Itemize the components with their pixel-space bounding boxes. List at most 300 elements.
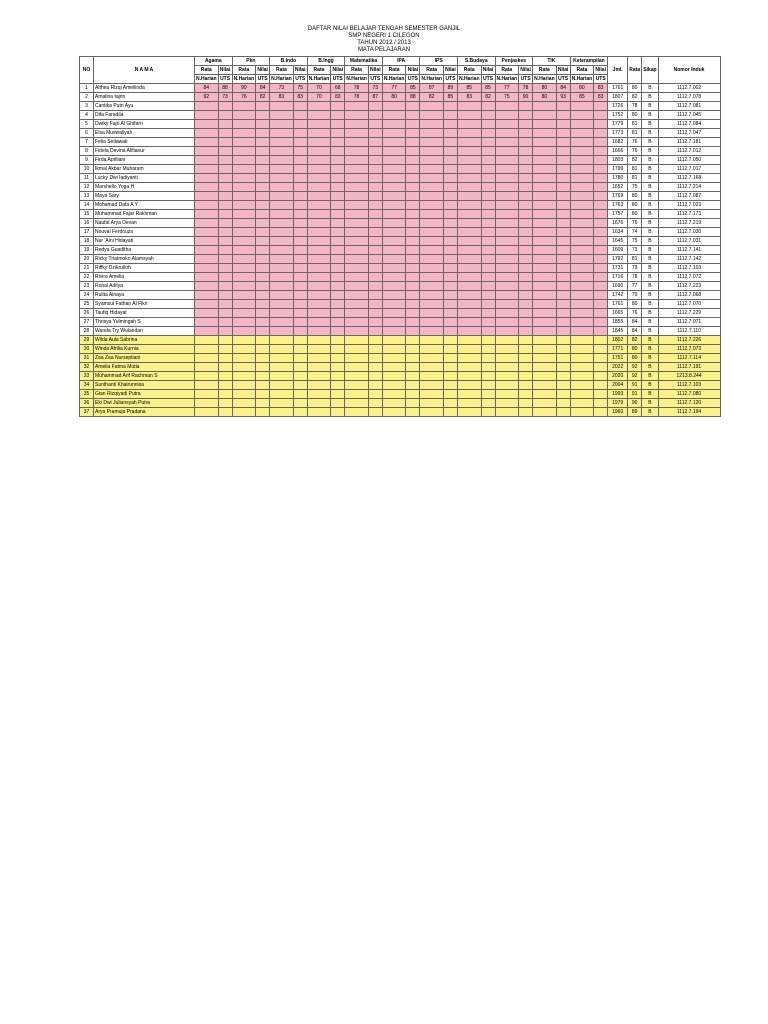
cell-score [457,264,481,273]
cell-score [519,219,533,228]
cell-score [232,327,256,336]
cell-name: Redya Guaditha [94,246,195,255]
cell-score [368,228,382,237]
cell-score [368,336,382,345]
cell-score [195,201,219,210]
col-subject: Keterampilan [570,57,608,66]
cell-score [331,390,345,399]
cell-score: 89 [443,84,457,93]
cell-jml: 1751 [608,354,628,363]
cell-score [495,192,519,201]
cell-score [420,111,444,120]
cell-score [519,120,533,129]
cell-score [406,120,420,129]
cell-sikap: B [642,129,658,138]
cell-sikap: B [642,345,658,354]
cell-sikap: B [642,336,658,345]
cell-score [406,273,420,282]
cell-score [443,201,457,210]
cell-score [368,174,382,183]
cell-score: 70 [307,84,331,93]
cell-score [519,129,533,138]
cell-score [481,138,495,147]
cell-score [307,273,331,282]
cell-score [368,138,382,147]
cell-score [256,300,270,309]
cell-score [406,399,420,408]
cell-score [307,291,331,300]
cell-score [270,138,294,147]
cell-score: 92 [195,93,219,102]
cell-score [594,264,608,273]
cell-name: Wanda Try Wulandari [94,327,195,336]
cell-score [232,237,256,246]
col-sub-uts: UTS [445,75,456,82]
cell-score [481,210,495,219]
cell-score [345,201,369,210]
cell-score [270,228,294,237]
cell-score [195,228,219,237]
cell-score [495,336,519,345]
cell-score [556,174,570,183]
cell-score [218,390,232,399]
cell-score [270,183,294,192]
cell-score [533,327,557,336]
cell-name: Firda Apriliani [94,156,195,165]
cell-score [519,318,533,327]
cell-no: 7 [80,138,94,147]
cell-name: Syamsul Fathan Al Fikri [94,300,195,309]
cell-score [293,327,307,336]
cell-score [195,363,219,372]
cell-score [594,228,608,237]
col-sub-rata: Rata [457,66,481,75]
table-row [80,129,721,138]
cell-name: Naufal Arya Devan [94,219,195,228]
col-subject: TIK [533,57,571,66]
cell-no: 29 [80,336,94,345]
cell-nomor-induk: 1112.7.047 [658,129,720,138]
cell-score [293,282,307,291]
cell-score [533,381,557,390]
cell-score [232,408,256,417]
cell-score [218,129,232,138]
cell-score [457,102,481,111]
cell-score [307,129,331,138]
cell-score [570,165,594,174]
cell-no: 13 [80,192,94,201]
cell-score [420,336,444,345]
cell-score: 85 [443,93,457,102]
cell-no: 21 [80,264,94,273]
cell-score: 87 [368,93,382,102]
cell-score [195,264,219,273]
cell-score [495,372,519,381]
cell-score [218,255,232,264]
cell-score: 83 [594,93,608,102]
cell-score [457,129,481,138]
cell-name: Fidela Devina Alifianur [94,147,195,156]
cell-score [594,147,608,156]
cell-score [533,165,557,174]
col-sub-rata: Rata [345,66,369,75]
cell-score [382,381,406,390]
cell-score [533,309,557,318]
cell-score [420,273,444,282]
cell-score [495,282,519,291]
cell-score [307,264,331,273]
cell-score [519,183,533,192]
cell-score [519,165,533,174]
cell-score [594,354,608,363]
cell-score [533,219,557,228]
cell-score [382,300,406,309]
table-row [80,327,721,336]
cell-score [218,273,232,282]
cell-score [331,309,345,318]
cell-score [481,399,495,408]
cell-score [331,147,345,156]
cell-score [443,120,457,129]
cell-score [457,192,481,201]
cell-score [368,210,382,219]
cell-score [270,300,294,309]
cell-score [331,210,345,219]
cell-score [270,102,294,111]
cell-score [594,318,608,327]
col-subject: S.Budaya [457,57,495,66]
cell-nomor-induk: 1112.7.031 [658,237,720,246]
cell-score [345,354,369,363]
cell-score [420,390,444,399]
cell-score [382,111,406,120]
cell-score [195,120,219,129]
cell-score [519,399,533,408]
cell-score [443,237,457,246]
cell-score [307,390,331,399]
cell-score [270,111,294,120]
cell-nomor-induk: 1112.7.114 [658,354,720,363]
cell-score [481,372,495,381]
cell-rata: 77 [628,282,642,291]
cell-score [406,363,420,372]
cell-nomor-induk: 1112.7.017 [658,165,720,174]
cell-jml: 1716 [608,273,628,282]
cell-score [457,381,481,390]
cell-score [270,354,294,363]
col-sub-rata: Rata [195,66,219,75]
cell-score [556,138,570,147]
cell-score [519,363,533,372]
cell-score [256,147,270,156]
cell-score [495,363,519,372]
table-row [80,210,721,219]
cell-score: 82 [256,93,270,102]
cell-score [232,219,256,228]
cell-score [293,372,307,381]
cell-jml: 1752 [608,111,628,120]
cell-score [406,210,420,219]
cell-score [481,174,495,183]
cell-score [368,408,382,417]
cell-score [345,165,369,174]
cell-score [495,219,519,228]
cell-sikap: B [642,408,658,417]
cell-jml: 2004 [608,381,628,390]
cell-score [457,399,481,408]
cell-score [218,237,232,246]
cell-score [307,228,331,237]
cell-name: Rulita Ainaya [94,291,195,300]
cell-score [519,291,533,300]
cell-score [570,300,594,309]
cell-score [345,129,369,138]
cell-no: 15 [80,210,94,219]
cell-score [256,237,270,246]
cell-no: 3 [80,102,94,111]
cell-score [519,102,533,111]
cell-score [256,345,270,354]
cell-score [481,219,495,228]
cell-score [293,291,307,300]
cell-score [556,318,570,327]
cell-score [570,120,594,129]
cell-score [232,111,256,120]
cell-score [256,174,270,183]
cell-score [556,264,570,273]
cell-score [368,354,382,363]
cell-jml: 1761 [608,84,628,93]
cell-score [307,255,331,264]
col-subject: B.Indo [270,57,308,66]
cell-score [556,246,570,255]
cell-score [594,219,608,228]
cell-score [594,381,608,390]
cell-score [270,165,294,174]
cell-score [519,147,533,156]
cell-score [307,183,331,192]
cell-nomor-induk: 1112.7.103 [658,381,720,390]
cell-jml: 1803 [608,156,628,165]
cell-nomor-induk: 1112.7.194 [658,408,720,417]
cell-score [195,408,219,417]
cell-score [556,309,570,318]
cell-score [195,327,219,336]
cell-jml: 1771 [608,345,628,354]
cell-score [556,408,570,417]
cell-score [218,138,232,147]
cell-score [570,408,594,417]
cell-nomor-induk: 1112.7.068 [658,291,720,300]
cell-score [481,246,495,255]
cell-score [457,282,481,291]
cell-score [420,354,444,363]
cell-score [443,372,457,381]
cell-score [457,327,481,336]
cell-score [218,354,232,363]
col-sub-nharian: N.Harian [496,75,518,82]
cell-score [556,201,570,210]
cell-score [406,318,420,327]
cell-score [382,345,406,354]
col-sub-nilai: Nilai [482,66,494,73]
cell-score [195,174,219,183]
cell-score [270,219,294,228]
cell-rata: 90 [628,399,642,408]
cell-score [481,201,495,210]
col-sub-nilai: Nilai [370,66,381,73]
col-sub-nilai: Nilai [595,66,606,73]
cell-score [406,408,420,417]
table-row [80,192,721,201]
cell-score [218,345,232,354]
cell-score [495,228,519,237]
cell-score [481,336,495,345]
cell-score [293,363,307,372]
cell-score [331,174,345,183]
col-sub-rata: Rata [307,66,331,75]
cell-score: 75 [495,93,519,102]
cell-score [420,345,444,354]
cell-score [594,282,608,291]
cell-score [368,183,382,192]
cell-sikap: B [642,318,658,327]
cell-score [382,318,406,327]
cell-score [368,291,382,300]
cell-rata: 91 [628,381,642,390]
col-sub-nharian: N.Harian [571,75,593,82]
cell-score [556,399,570,408]
cell-score [519,381,533,390]
cell-rata: 82 [628,156,642,165]
cell-score [293,174,307,183]
cell-score [495,264,519,273]
cell-score [331,381,345,390]
cell-score [556,282,570,291]
cell-nomor-induk: 1112.7.141 [658,246,720,255]
cell-score [382,282,406,291]
cell-score [570,255,594,264]
cell-score [406,255,420,264]
cell-score [232,399,256,408]
cell-jml: 1726 [608,102,628,111]
col-sub-uts: UTS [407,75,418,82]
cell-score [218,336,232,345]
cell-score [406,291,420,300]
cell-score [218,111,232,120]
cell-score [307,345,331,354]
cell-no: 17 [80,228,94,237]
cell-score [345,237,369,246]
cell-score [519,345,533,354]
cell-score [594,183,608,192]
cell-score [293,219,307,228]
cell-score [406,300,420,309]
cell-sikap: B [642,192,658,201]
cell-score [256,309,270,318]
cell-score [420,246,444,255]
cell-score [533,363,557,372]
cell-score [382,102,406,111]
cell-score [270,372,294,381]
cell-score [218,246,232,255]
cell-score [570,210,594,219]
cell-nomor-induk: 1112.7.219 [658,219,720,228]
cell-score [406,165,420,174]
cell-score [533,210,557,219]
cell-score [420,327,444,336]
cell-score [307,156,331,165]
cell-rata: 80 [628,111,642,120]
cell-score [519,111,533,120]
col-sub-nharian: N.Harian [346,75,367,82]
cell-sikap: B [642,174,658,183]
cell-score [331,399,345,408]
table-row [80,120,721,129]
cell-score [457,318,481,327]
cell-score [382,237,406,246]
cell-score [519,210,533,219]
col-sub-uts: UTS [558,75,569,82]
cell-score [307,147,331,156]
cell-score [195,273,219,282]
cell-score [345,147,369,156]
cell-score [533,120,557,129]
cell-score [382,246,406,255]
cell-score [331,192,345,201]
cell-score [519,228,533,237]
cell-score [443,300,457,309]
cell-sikap: B [642,183,658,192]
cell-score [594,309,608,318]
cell-score [481,129,495,138]
cell-score [345,336,369,345]
cell-score: 85 [481,84,495,93]
col-sub-nilai: Nilai [219,66,231,73]
cell-score [218,174,232,183]
cell-score [382,255,406,264]
cell-rata: 81 [628,174,642,183]
cell-score [218,300,232,309]
cell-score [495,237,519,246]
cell-score [195,390,219,399]
cell-score [307,165,331,174]
cell-score [570,174,594,183]
cell-score [481,300,495,309]
cell-score [382,120,406,129]
col-sub-rata: Rata [420,66,444,75]
school-year: TAHUN 2012 / 2013 [357,40,411,46]
col-sub-uts: UTS [295,75,306,82]
cell-no: 19 [80,246,94,255]
table-row [80,255,721,264]
cell-score [570,399,594,408]
cell-score [533,174,557,183]
cell-sikap: B [642,138,658,147]
cell-name: Muhammad Fajar Rakhman [94,210,195,219]
cell-rata: 91 [628,390,642,399]
cell-score [420,372,444,381]
cell-score [457,201,481,210]
cell-name: Maya Sary [94,192,195,201]
cell-score [481,228,495,237]
cell-score [232,291,256,300]
cell-score [345,300,369,309]
cell-rata: 81 [628,129,642,138]
col-jml: Jml. [608,57,628,84]
cell-score [570,192,594,201]
cell-score [232,138,256,147]
